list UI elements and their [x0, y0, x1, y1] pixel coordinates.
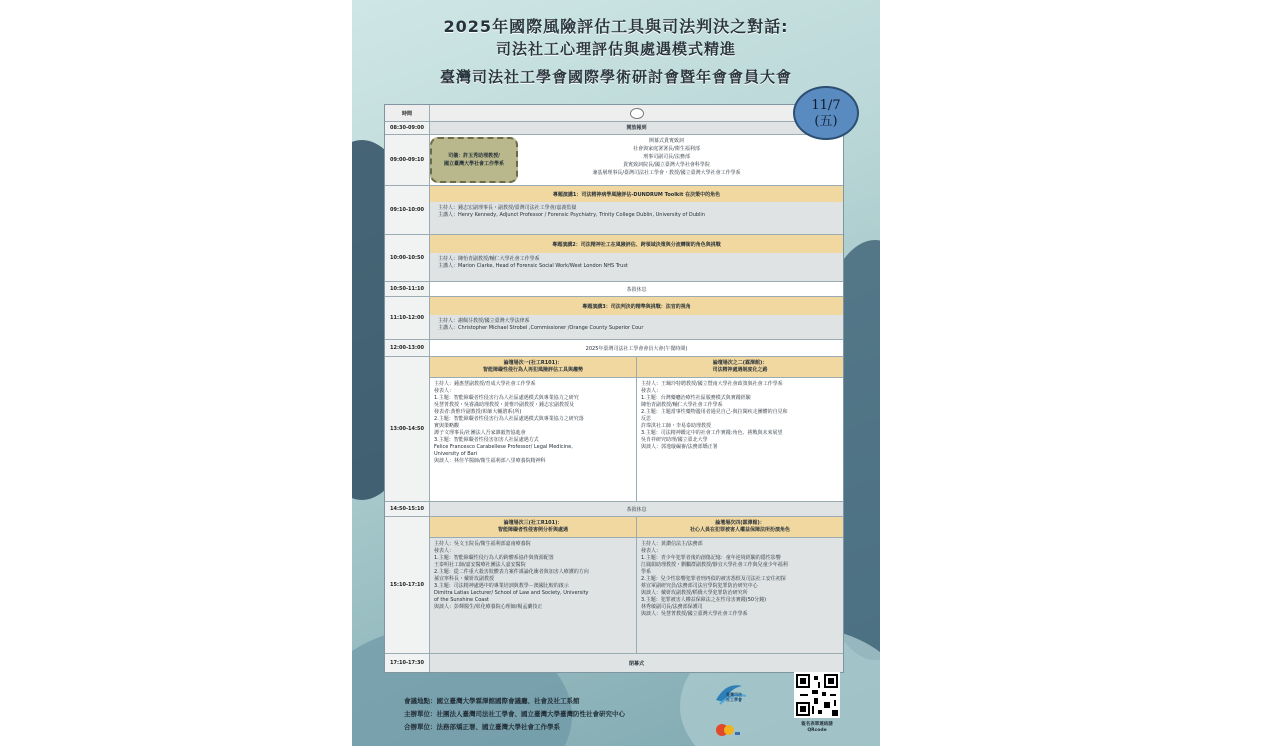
footer-organizer: 主辦單位：社團法人臺灣司法社工學會、國立臺灣大學臺灣防性社會研究中心: [404, 710, 625, 718]
closing-text: 閉幕式: [430, 654, 843, 672]
row-content: [430, 340, 843, 356]
qr-label-line: QRcode: [807, 728, 827, 733]
forum-line: 主持人：黃讚信法主/法務部: [641, 541, 703, 547]
association-logo: [712, 678, 750, 712]
assembly-text: 2025年臺灣司法社工學會會員大會(午餐時間): [430, 340, 843, 356]
qr-label: [782, 722, 852, 734]
forum-line: 許瑋淇社工師・李易泰助理教授: [641, 423, 712, 429]
logo-text-line: 社工學會: [726, 697, 742, 702]
time-cell: 17:10-17:30: [385, 654, 430, 672]
schedule-table: [384, 104, 844, 673]
table-row: [385, 122, 843, 135]
footer-co-organizer: 合辦單位：法務部矯正署、國立臺灣大學社會工作學系: [404, 723, 560, 731]
opening-line: 開幕式貴賓致詞: [648, 138, 684, 144]
forum-body: [430, 378, 636, 501]
table-row: [385, 235, 843, 282]
forum-left: [430, 517, 637, 653]
forum-line: 與談人：林佳芊醫師/衛生福利部八里療養院精神科: [434, 458, 546, 464]
opening-line: 貴賓致詞院長/國立臺灣大學社會科學院: [623, 162, 710, 168]
time-column-header: 時間: [385, 105, 430, 121]
forum-line: 譚子文理事長/社團法人吾家雜毅智協進會: [434, 430, 526, 436]
forum-title-line: 論壇場次四(霖澤館)：: [715, 520, 765, 526]
row-content: [430, 297, 843, 339]
time-cell: 09:10-10:00: [385, 186, 430, 234]
forum-right: [637, 517, 843, 653]
forum-line: 3.主題：智能障礙者性侵害加害人社區處遇方式: [434, 437, 539, 443]
forum-line: 2.主題：從二件重大殺害肢體表力案件謀論化衝者與加害人療護的方向: [434, 569, 589, 575]
speech-bubble-icon: [630, 108, 644, 119]
forum-line: 1.主題：智能障礙性侵行為人的跨體系協作與資源配置: [434, 555, 554, 561]
forum-line: 實與策略觀: [434, 423, 460, 429]
registration-text: 開放報到: [430, 122, 843, 134]
time-cell: 14:50-15:10: [385, 502, 430, 516]
mc-badge: [430, 137, 518, 183]
forum-line: of the Sunshine Coast: [434, 597, 489, 603]
row-content: [430, 186, 843, 234]
keynote-panel: [430, 315, 843, 339]
forum-title: [430, 357, 636, 378]
poster-title-line2: 司法社工心理評估與處遇模式精進: [495, 40, 736, 58]
header-content: [430, 105, 843, 121]
forum-line: 吳慧菁教授・吳睿滿助理教授・黃惟玲副教授・鍾志宏副教授及: [434, 402, 575, 408]
table-row: [385, 357, 843, 502]
logo-text: [726, 692, 742, 702]
forum-line: 林秀敏副司長/法務部保護司: [641, 604, 703, 610]
time-cell: 10:00-10:50: [385, 235, 430, 281]
forum-line: 發表人：: [434, 388, 455, 394]
time-cell: 11:10-12:00: [385, 297, 430, 339]
table-row: [385, 517, 843, 654]
forum-line: 1.主題：台灣藥癮治療性社區服務模式與實踐經驗: [641, 395, 751, 401]
poster-subtitle: 臺灣司法社工學會國際學術研討會暨年會會員大會: [439, 68, 792, 86]
keynote-panel: [430, 253, 843, 281]
forum-line: 江鳳娟助理教授・劉鵬群副教授/靜宜大學社會工作與兒童少年福利: [641, 562, 788, 568]
time-cell: 10:50-11:10: [385, 282, 430, 296]
forum-right: [637, 357, 843, 501]
forum-title: [430, 517, 636, 538]
logo-text-line: 臺灣司法: [726, 692, 742, 697]
forum-line: 1.主題：青少年犯罪者後的創傷記憶：童年逆境經驗的隱性影響: [641, 555, 781, 561]
forum-line: 主持人：王珮玲特聘教授/國立暨南大學社會政策與社會工作學系: [641, 381, 783, 387]
forum-line: 主持人：鍾惠慧副教授/育成大學社會工作學系: [434, 381, 536, 387]
forum-line: 與談人：吳慧菁教授/國立臺灣大學社會工作學系: [641, 611, 748, 617]
table-row: [385, 186, 843, 235]
host-line: 主持人：謝佩芬教授/國立臺灣大學法律系: [438, 318, 530, 324]
forum-line: 陳怡青副教授/輔仁大學社會工作學系: [641, 402, 723, 408]
poster: [352, 0, 880, 746]
forum-title: [637, 357, 843, 378]
row-content: [430, 235, 843, 281]
time-cell: 09:00-09:10: [385, 135, 430, 185]
forum-line: 與談人：戴妍玫副教授/稻僑大學犯罪防治研究所: [641, 590, 748, 596]
keynote-title: 專題演講2：司法精神社工在風險評估、跨領域決策與分流轉銜的角色與挑戰: [430, 235, 843, 253]
table-row: [385, 282, 843, 297]
keynote-panel: [430, 202, 843, 234]
forum-line: 2.主題：智能障礙者性侵害行為人社區處遇模式與專業協力之研究落: [434, 416, 584, 422]
table-row: [385, 502, 843, 517]
mc-line: 國立臺灣大學社會工作學系: [443, 161, 504, 167]
forum-line: 與談人：彭輝醫生/彰化療養院心理師/楊孟蘭技正: [434, 604, 543, 610]
forum-sessions: [430, 517, 843, 653]
forum-title-line: 社心人員在犯罪被害人權益保障法所扮演角色: [689, 527, 790, 533]
break-text: 茶敘休息: [430, 502, 843, 516]
opening-line: 社會與家庭署署長/衛生福利部: [633, 146, 700, 152]
forum-line: 與談人：郭逸璇編審/法務部矯正署: [641, 444, 718, 450]
forum-left: [430, 357, 637, 501]
forum-line: 吳肯祥研究助理/國立臺北大學: [641, 437, 708, 443]
time-cell: 12:00-13:00: [385, 340, 430, 356]
table-row: [385, 654, 843, 672]
qr-code[interactable]: [794, 672, 840, 718]
forum-line: Felice Francesco Carabellese Professor/ Legal Medicine,: [434, 444, 573, 450]
poster-title-line1: 2025年國際風險評估工具與司法判決之對話:: [443, 17, 789, 36]
speaker-line: 主講人：Marion Clarke, Head of Forensic Social Work/West London NHS Trust: [438, 263, 628, 269]
forum-line: 3.主題：司法精神鑑定中的社會工作實踐:角色、挑戰與未來展望: [641, 430, 783, 436]
date-text: 11/7: [811, 98, 841, 113]
host-line: 主持人：陳怡青副教授/輔仁大學社會工作學系: [438, 256, 540, 262]
row-content: [430, 282, 843, 296]
row-content: [430, 502, 843, 516]
date-badge: [793, 86, 859, 140]
forum-line: 2.主題：兒少性影響犯罪者刑再偵的被害怨恨及司法社工安住初探: [641, 576, 786, 582]
forum-title: [637, 517, 843, 538]
forum-body: [637, 538, 843, 653]
forum-body: [637, 378, 843, 501]
keynote-title: 專題演講1：司法精神病學風險評估-DUNDRUM Toolkit 在決策中的角色: [430, 186, 843, 202]
time-cell: 13:00-14:50: [385, 357, 430, 501]
forum-line: 蔡宜軍副研究員/法務部司法官學院犯罪防治研究中心: [641, 583, 758, 589]
keynote-title: 專題演講3：司法判決的精準與挑戰：法官的視角: [430, 297, 843, 315]
forum-title-line: 司法精神處遇制度化之路: [712, 367, 768, 373]
break-text: 茶敘休息: [430, 282, 843, 296]
table-row: [385, 297, 843, 340]
forum-line: University of Bari: [434, 451, 478, 457]
host-line: 主持人：鍾志宏副理事長・副教授/臺灣司法社工學會/嘉義監獄: [438, 205, 577, 211]
forum-title-line: 論壇場次之二(霖澤館)：: [712, 360, 768, 366]
forum-line: 反思: [641, 416, 652, 422]
center-logo: [715, 722, 741, 736]
weekday-text: (五): [814, 114, 838, 129]
forum-title-line: 智能障礙性侵行為人再犯風險評估工具與趨勢: [482, 367, 583, 373]
forum-line: Dimitra Latias Lecturer/ School of Law and Society, University: [434, 590, 589, 596]
mc-line: 司儀：許玉秀助理教授/: [448, 153, 500, 159]
table-header-row: [385, 105, 843, 122]
forum-line: 發表人：: [641, 548, 662, 554]
time-cell: 08:30-09:00: [385, 122, 430, 134]
forum-body: [430, 538, 636, 653]
opening-line: 兼基層理事長/臺灣司法社工學會・教授/國立臺灣大學社會工作學系: [592, 170, 741, 176]
forum-title-line: 論壇場次三(社工R101)：: [503, 520, 563, 526]
forum-line: 1.主題：智能障礙者性侵害行為人社區處遇模式與專業協力之研究: [434, 395, 579, 401]
forum-title-line: 智能障礙者性侵害例分析與處遇: [497, 527, 568, 533]
qr-label-line: 報名表單連結請: [801, 722, 833, 727]
forum-line: 發表者:黃惟玲副教授/彰師大輔諮系(所): [434, 409, 522, 415]
speaker-line: 主講人：Christopher Michael Strobel ,Commissioner /Orange County Superior Cour: [438, 325, 644, 331]
forum-line: 王泰明社工師/嘉安醫療社團法人嘉安醫院: [434, 562, 526, 568]
footer-venue: 會議地點：國立臺灣大學霖澤館國際會議廳、社會及社工系館: [404, 697, 580, 705]
time-cell: 15:10-17:10: [385, 517, 430, 653]
forum-line: 學系: [641, 569, 652, 575]
table-row: [385, 340, 843, 357]
opening-line: 刑事司副司長/法務部: [643, 154, 690, 160]
forum-title-line: 論壇場次一(社工R101)：: [503, 360, 563, 366]
forum-line: 3.主題：犯罪被害人權益保障法之在性母害實踐(50分鐘): [641, 597, 767, 603]
forum-line: 主持人：吳文玉院長/衛生福利部嘉南療養院: [434, 541, 531, 547]
forum-line: 2.主題：主題當事性藥物濫用者過見自己-與拉閩疾走團體的自見和: [641, 409, 788, 415]
speaker-line: 主講人：Henry Kennedy, Adjunct Professor / Forensic Psychiatry, Trinity College Dublin, University of Dublin: [438, 212, 705, 218]
row-content: [430, 654, 843, 672]
forum-line: 孫宜寧科長・戴妍玫副教授: [434, 576, 495, 582]
forum-line: 3.主題：司法精神處遇中的專業培訓與教學－澳國比較的啟示: [434, 583, 569, 589]
row-content: [430, 122, 843, 134]
forum-sessions: [430, 357, 843, 501]
forum-line: 發表人：: [434, 548, 455, 554]
forum-line: 發表人：: [641, 388, 662, 394]
